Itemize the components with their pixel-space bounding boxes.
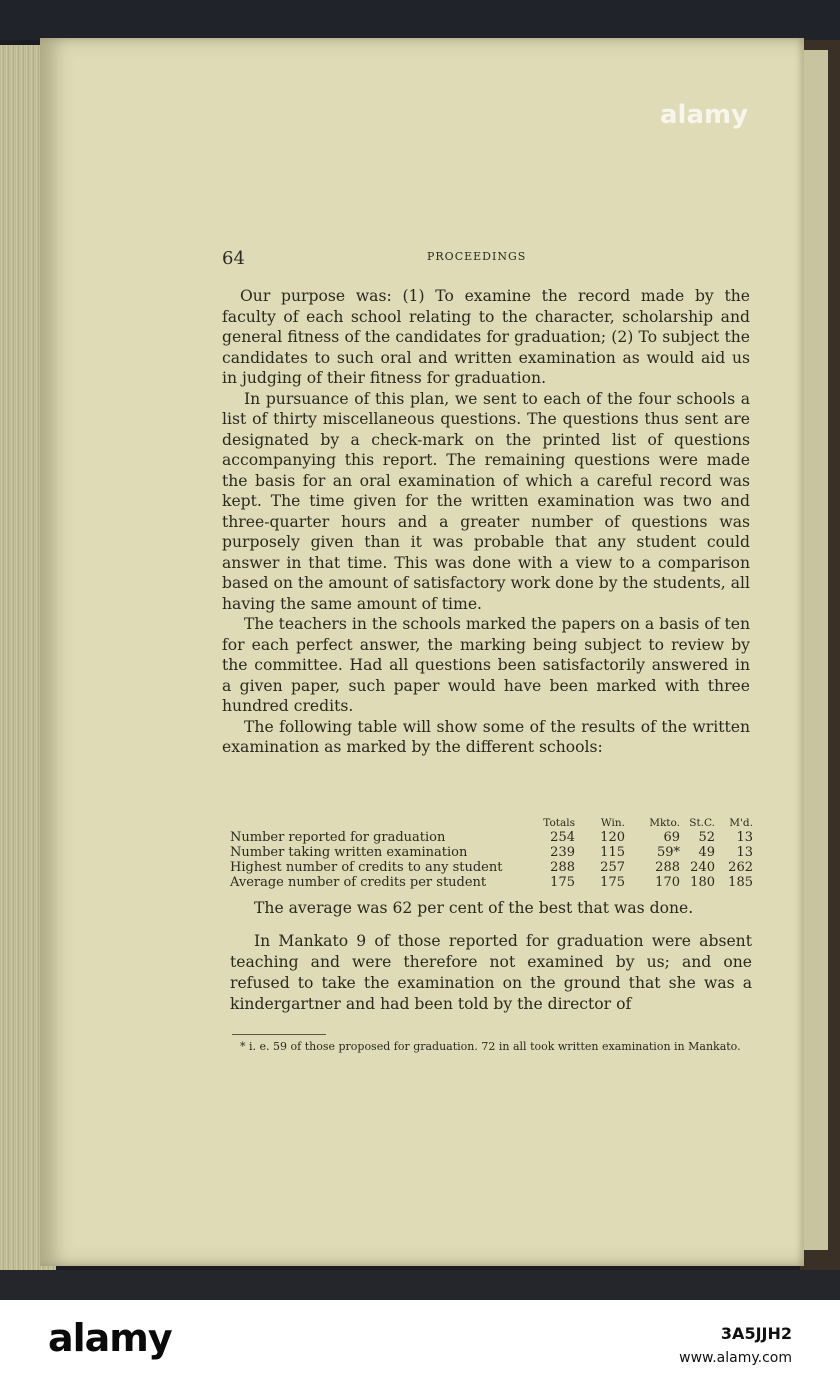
results-table: [230, 816, 754, 890]
table-cell: 288: [655, 860, 680, 875]
table-cell: 262: [728, 860, 753, 875]
paragraph: The average was 62 per cent of the best that was done.: [254, 899, 694, 917]
stock-photo-banner: [0, 1300, 840, 1390]
column-header: Mkto.: [649, 817, 680, 829]
table-cell: 69: [663, 830, 680, 845]
row-label: Average number of credits per student: [230, 875, 487, 890]
table-cell: 13: [736, 845, 753, 860]
book-cover-bottom: [0, 1270, 840, 1300]
row-label: Number reported for graduation: [230, 830, 446, 845]
book-cover-top: [0, 0, 840, 40]
footnote: * i. e. 59 of those proposed for graduation. 72 in all took written examination in Mankato.: [240, 1040, 741, 1053]
table-row: [230, 830, 754, 845]
table-cell: 49: [698, 845, 715, 860]
paragraph: Our purpose was: (1) To examine the record made by the faculty of each school relating to the character, scholarship and general fitness of the candidates for graduation; (2) To subject the candidates to such oral and written examination as would aid us in judging of their fitness for graduation.: [222, 287, 750, 387]
page-number: 64: [222, 248, 245, 269]
table-header-row: [230, 816, 754, 830]
row-label: Number taking written examination: [230, 845, 468, 860]
table-cell: 13: [736, 830, 753, 845]
table-row: [230, 845, 754, 860]
table-cell: 288: [550, 860, 575, 875]
table-row: [230, 875, 754, 890]
table-cell: 239: [550, 845, 575, 860]
table-cell: 175: [550, 875, 575, 890]
watermark-logo: alamy: [660, 100, 749, 130]
paragraph: The teachers in the schools marked the papers on a basis of ten for each perfect answer, the marking being subject to review by the committee. Had all questions been satisfactorily answered in a given paper, such paper would have been marked with three hundred credits.: [222, 615, 750, 715]
table-cell: 170: [655, 875, 680, 890]
table-cell: 240: [690, 860, 715, 875]
column-header: St.C.: [689, 817, 715, 829]
table-cell: 185: [728, 875, 753, 890]
table-cell: 52: [698, 830, 715, 845]
column-header: Totals: [543, 817, 575, 829]
table-cell: 175: [600, 875, 625, 890]
brand-logo: alamy: [48, 1316, 172, 1360]
paragraph: In Mankato 9 of those reported for graduation were absent teaching and were therefore not examined by us; and one refused to take the examination on the ground that she was a kindergartner and had been told by the director of: [230, 932, 752, 1013]
row-label: Highest number of credits to any student: [230, 860, 503, 875]
running-head: PROCEEDINGS: [427, 250, 527, 263]
table-cell: 59*: [656, 845, 680, 860]
table-cell: 254: [550, 830, 575, 845]
table-cell: 257: [600, 860, 625, 875]
facing-page-edge: [800, 50, 828, 1250]
paragraph: The following table will show some of the results of the written examination as marked by the different schools:: [222, 717, 750, 756]
table-cell: 180: [690, 875, 715, 890]
table-cell: 120: [600, 830, 625, 845]
footnote-divider: [232, 1034, 326, 1035]
site-url: www.alamy.com: [679, 1350, 792, 1366]
column-header: Win.: [600, 817, 625, 829]
paragraph: In pursuance of this plan, we sent to each of the four schools a list of thirty miscellaneous questions. The questions thus sent are designated by a check-mark on the printed list of questions accompanying this report. The remaining questions were made the basis for an oral examination of which a careful record was kept. The time given for the written examination was two and three-quarter hours and a greater number of questions was purposely given than it was probable that any student could answer in that time. This was done with a view to a comparison based on the amount of satisfactory work done by the students, all having the same amount of time.: [222, 389, 750, 613]
table-row: [230, 860, 754, 875]
table-cell: 115: [600, 845, 625, 860]
page-header: [222, 248, 752, 272]
closing-text: [230, 898, 752, 1015]
body-text: [222, 286, 750, 758]
image-id: 3A5JJH2: [720, 1324, 792, 1343]
column-header: M'd.: [729, 817, 753, 829]
